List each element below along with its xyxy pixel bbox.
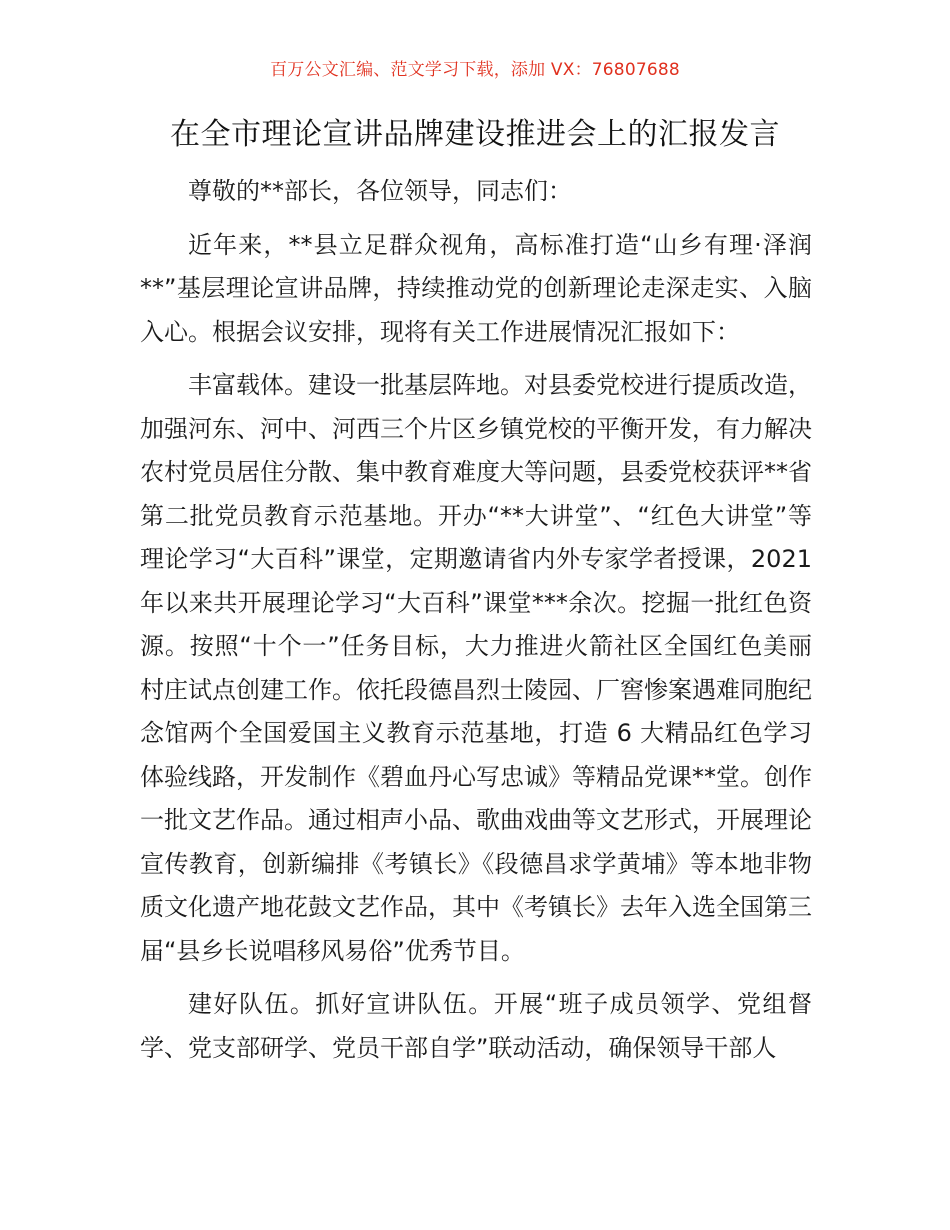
salutation: 尊敬的**部长，各位领导，同志们：	[188, 177, 572, 205]
document-title: 在全市理论宣讲品牌建设推进会上的汇报发言	[170, 117, 780, 152]
paragraph: 丰富载体。建设一批基层阵地。对县委党校进行提质改造，加强河东、河中、河西三个片区乡镇党校的平衡开发，有力解决农村党员居住分散、集中教育难度大等问题，县委党校获评**省第二批党员教育示范基地。开办“**大讲堂”、“红色大讲堂”等理论学习“大百科”课堂，定期邀请省内外专家学者授课，2021 年以来共开展理论学习“大百科”课堂***余次。挖掘一批红色资源。按照“十个一”任务目标，大力推进火箭社区全国红色美丽村庄试点创建工作。依托段德昌烈士陵园、厂窖惨案遇难同胞纪念馆两个全国爱国主义教育示范基地，打造 6 大精品红色学习体验线路，开发制作《碧血丹心写忠诚》等精品党课**堂。创作一批文艺作品。通过相声小品、歌曲戏曲等文艺形式，开展理论宣传教育，创新编排《考镇长》《段德昌求学黄埔》等本地非物质文化遗产地花鼓文艺作品，其中《考镇长》去年入选全国第三届“县乡长说唱移风易俗”优秀节目。	[140, 371, 812, 965]
watermark-banner: 百万公文汇编、范文学习下载，添加 VX：76807688	[270, 60, 680, 80]
paragraph: 近年来，**县立足群众视角，高标准打造“山乡有理·泽润**”基层理论宣讲品牌，持续推动党的创新理论走深走实、入脑入心。根据会议安排，现将有关工作进展情况汇报如下：	[140, 230, 812, 346]
paragraph: 建好队伍。抓好宣讲队伍。开展“班子成员领学、党组督学、党支部研学、党员干部自学”联动活动，确保领导干部人	[140, 990, 812, 1062]
document-body	[140, 170, 812, 1080]
